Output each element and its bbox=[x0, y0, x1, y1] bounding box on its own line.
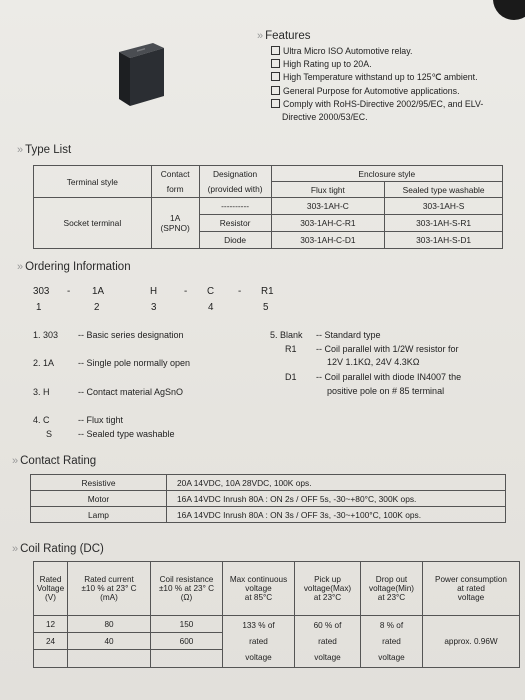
empty-cell bbox=[151, 650, 223, 668]
ordering-heading: » Ordering Information bbox=[17, 261, 131, 273]
sealed-cell: 303-1AH-S bbox=[385, 198, 503, 215]
desc-value: -- Single pole normally open bbox=[78, 358, 191, 368]
current-cell: 80 bbox=[68, 616, 151, 633]
relay-photo bbox=[117, 40, 165, 108]
table-row bbox=[34, 198, 503, 215]
desc-key: 3. H bbox=[33, 387, 50, 397]
code-h: H bbox=[150, 286, 158, 297]
desc-key: 2. 1A bbox=[33, 358, 55, 368]
code-r1: R1 bbox=[261, 286, 274, 297]
desc-key: 4. C bbox=[33, 415, 50, 425]
desc-value: -- Contact material AgSnO bbox=[78, 387, 184, 397]
code-1a: 1A bbox=[92, 286, 104, 297]
drop-out-value: 8 % of rated voltage bbox=[361, 616, 423, 668]
coil-rating-heading: » Coil Rating (DC) bbox=[12, 543, 104, 555]
chevron-icon: » bbox=[12, 455, 17, 467]
rating-value: 20A 14VDC, 10A 28VDC, 100K ops. bbox=[167, 475, 506, 491]
desc-value: -- Standard type bbox=[316, 330, 381, 340]
rating-value: 16A 14VDC Inrush 80A : ON 2s / OFF 5s, -30~+80°C, 300K ops. bbox=[167, 491, 506, 507]
designation-cell: Resistor bbox=[199, 215, 271, 232]
resistance-cell: 600 bbox=[151, 633, 223, 650]
empty-cell bbox=[34, 650, 68, 668]
desc-key: 1. 303 bbox=[33, 330, 59, 340]
feature-item: High Rating up to 20A. bbox=[271, 58, 483, 71]
desc-value: -- Sealed type washable bbox=[78, 429, 175, 439]
header-drop-out: Drop out voltage(Min) at 23°C bbox=[361, 562, 423, 616]
designation-cell: ---------- bbox=[199, 198, 271, 215]
position-number: 4 bbox=[208, 302, 214, 313]
header-sealed: Sealed type washable bbox=[385, 182, 503, 198]
coil-rating-table bbox=[33, 561, 520, 668]
header-rated-voltage: Rated Voltage (V) bbox=[34, 562, 68, 616]
feature-item: High Temperature withstand up to 125℃ ambient. bbox=[271, 71, 483, 84]
desc-key: R1 bbox=[285, 344, 297, 354]
table-row bbox=[31, 475, 506, 491]
coil-header-row bbox=[34, 562, 520, 616]
terminal-socket: Socket terminal bbox=[34, 198, 152, 249]
type-list-table bbox=[33, 165, 503, 249]
empty-cell bbox=[68, 650, 151, 668]
code-303: 303 bbox=[33, 286, 50, 297]
header-max-continuous: Max continuous voltage at 85°C bbox=[223, 562, 295, 616]
features-heading: » Features bbox=[257, 30, 311, 42]
desc-value: -- Flux tight bbox=[78, 415, 124, 425]
checkbox-icon bbox=[271, 59, 280, 68]
desc-value: positive pole on # 85 terminal bbox=[327, 386, 445, 396]
header-pick-up: Pick up voltage(Max) at 23°C bbox=[295, 562, 361, 616]
desc-value: 12V 1.1KΩ, 24V 4.3KΩ bbox=[327, 357, 420, 367]
flux-cell: 303-1AH-C bbox=[271, 198, 385, 215]
header-contact-form: form bbox=[151, 182, 199, 198]
header-terminal-style: Terminal style bbox=[34, 166, 152, 198]
code-dash: - bbox=[67, 286, 71, 297]
load-type: Resistive bbox=[31, 475, 167, 491]
rating-value: 16A 14VDC Inrush 80A : ON 3s / OFF 3s, -30~+100°C, 100K ops. bbox=[167, 507, 506, 523]
desc-value: -- Coil parallel with 1/2W resistor for bbox=[316, 344, 459, 354]
desc-value: -- Coil parallel with diode IN4007 the bbox=[316, 372, 462, 382]
checkbox-icon bbox=[271, 72, 280, 81]
flux-cell: 303-1AH-C-R1 bbox=[271, 215, 385, 232]
chevron-icon: » bbox=[257, 30, 262, 42]
contact-form-value: 1A (SPNO) bbox=[151, 198, 199, 249]
header-rated-current: Rated current ±10 % at 23° C (mA) bbox=[68, 562, 151, 616]
feature-item: Comply with RoHS-Directive 2002/95/EC, and ELV- bbox=[271, 98, 483, 111]
checkbox-icon bbox=[271, 86, 280, 95]
desc-key: D1 bbox=[285, 372, 297, 382]
features-list bbox=[271, 45, 483, 124]
contact-rating-table bbox=[30, 474, 506, 523]
contact-rating-heading: » Contact Rating bbox=[12, 455, 97, 467]
pick-up-value: 60 % of rated voltage bbox=[295, 616, 361, 668]
type-list-heading: » Type List bbox=[17, 144, 72, 156]
chevron-icon: » bbox=[17, 144, 22, 156]
power-value: approx. 0.96W bbox=[423, 616, 520, 668]
header-contact: Contact bbox=[151, 166, 199, 182]
desc-key: S bbox=[46, 429, 53, 439]
sealed-cell: 303-1AH-S-R1 bbox=[385, 215, 503, 232]
voltage-cell: 24 bbox=[34, 633, 68, 650]
checkbox-icon bbox=[271, 99, 280, 108]
table-row bbox=[34, 616, 520, 633]
header-flux-tight: Flux tight bbox=[271, 182, 385, 198]
load-type: Lamp bbox=[31, 507, 167, 523]
designation-cell: Diode bbox=[199, 232, 271, 249]
position-number: 3 bbox=[151, 302, 157, 313]
header-coil-resistance: Coil resistance ±10 % at 23° C (Ω) bbox=[151, 562, 223, 616]
code-c: C bbox=[207, 286, 215, 297]
feature-item: General Purpose for Automotive applications. bbox=[271, 85, 483, 98]
desc-value: -- Basic series designation bbox=[78, 330, 184, 340]
chevron-icon: » bbox=[12, 543, 17, 555]
table-row bbox=[31, 491, 506, 507]
feature-item-continued: Directive 2000/53/EC. bbox=[282, 112, 368, 123]
header-designation: Designation bbox=[199, 166, 271, 182]
desc-key: 5. Blank bbox=[270, 330, 303, 340]
logo-fragment bbox=[493, 0, 525, 20]
header-provided-with: (provided with) bbox=[199, 182, 271, 198]
checkbox-icon bbox=[271, 46, 280, 55]
load-type: Motor bbox=[31, 491, 167, 507]
resistance-cell: 150 bbox=[151, 616, 223, 633]
header-enclosure: Enclosure style bbox=[271, 166, 502, 182]
position-number: 2 bbox=[94, 302, 100, 313]
flux-cell: 303-1AH-C-D1 bbox=[271, 232, 385, 249]
feature-item: Ultra Micro ISO Automotive relay. bbox=[271, 45, 483, 58]
code-dash: - bbox=[184, 286, 188, 297]
sealed-cell: 303-1AH-S-D1 bbox=[385, 232, 503, 249]
max-continuous-value: 133 % of rated voltage bbox=[223, 616, 295, 668]
current-cell: 40 bbox=[68, 633, 151, 650]
chevron-icon: » bbox=[17, 261, 22, 273]
voltage-cell: 12 bbox=[34, 616, 68, 633]
table-row bbox=[31, 507, 506, 523]
code-dash: - bbox=[238, 286, 242, 297]
header-power-consumption: Power consumption at rated voltage bbox=[423, 562, 520, 616]
position-number: 1 bbox=[36, 302, 42, 313]
position-number: 5 bbox=[263, 302, 269, 313]
